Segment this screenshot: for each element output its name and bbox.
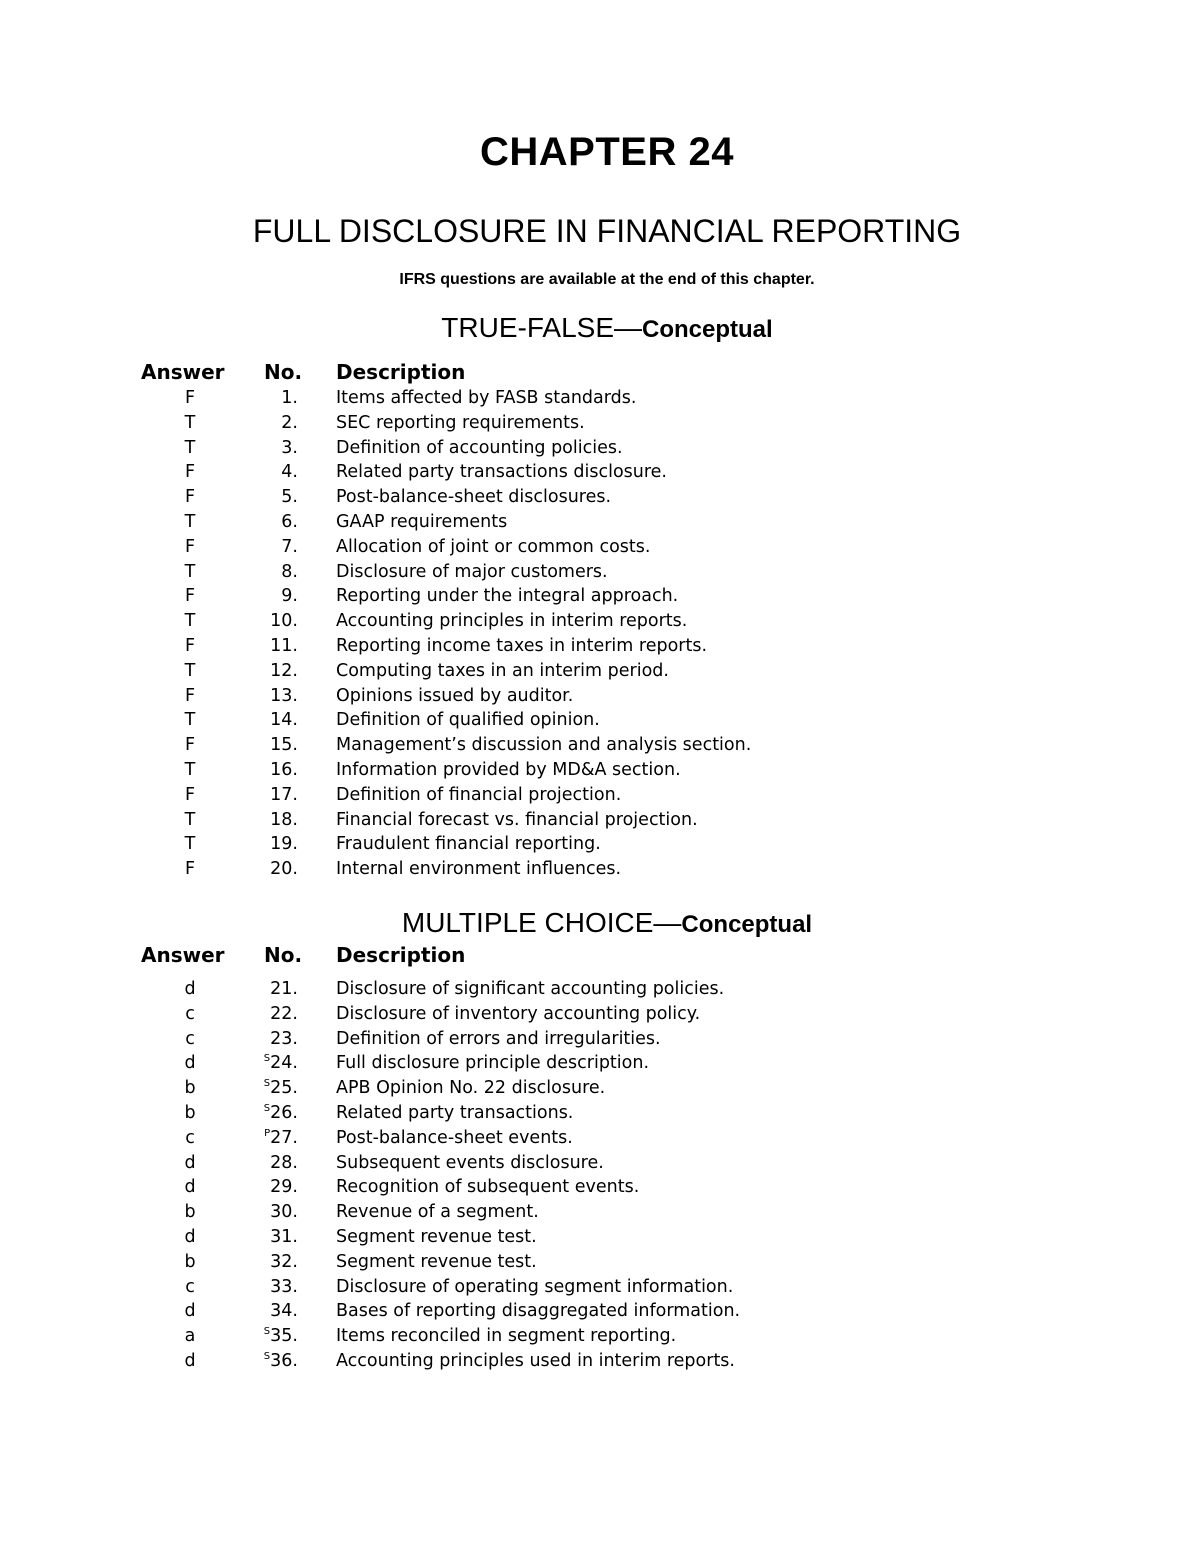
answer-cell: d [184,1350,196,1371]
description-cell: Related party transactions disclosure. [336,462,667,483]
question-number-cell [220,1299,298,1324]
description-cell: Disclosure of major customers. [336,561,608,582]
answer-cell: d [184,1226,196,1247]
description-cell: Post-balance-sheet events. [336,1127,573,1148]
question-number-cell [220,684,298,709]
description-cell: Definition of qualified opinion. [336,710,600,731]
question-number: 25. [270,1078,298,1099]
question-number: 36. [270,1350,298,1371]
answer-cell: d [184,979,196,999]
question-number: 28. [270,1152,298,1173]
question-number-cell [220,1101,298,1126]
answer-cell: T [184,437,196,458]
answer-cell: F [184,685,196,706]
multiple-choice-row [0,1076,1200,1101]
tf-description-header: Description [336,360,466,384]
mc-description-header: Description [336,943,466,967]
question-number: 17. [270,784,298,805]
question-number: 12. [270,660,298,681]
description-cell: Disclosure of operating segment information. [336,1276,734,1297]
multiple-choice-heading-sub: Conceptual [681,911,813,938]
answer-cell: c [185,1003,195,1024]
description-cell: Bases of reporting disaggregated information. [336,1301,741,1322]
question-number: 14. [270,710,298,731]
answer-cell: F [184,784,196,805]
answer-cell: d [184,1177,196,1198]
description-cell: Segment revenue test. [336,1251,537,1272]
true-false-list [0,386,1200,882]
description-cell: Definition of financial projection. [336,784,622,805]
multiple-choice-row [0,1151,1200,1176]
multiple-choice-row [0,1126,1200,1151]
description-cell: Definition of accounting policies. [336,437,623,458]
question-mark-superscript: S [263,1350,271,1362]
question-number: 34. [270,1301,298,1322]
true-false-heading-main: TRUE-FALSE— [441,312,642,343]
description-cell: Segment revenue test. [336,1226,537,1247]
multiple-choice-row [0,1027,1200,1052]
answer-cell: d [184,1152,196,1173]
multiple-choice-row [0,1349,1200,1374]
answer-cell: b [184,1202,196,1223]
question-number-cell [220,560,298,585]
question-number: 3. [281,437,298,458]
question-number-cell [220,1027,298,1052]
question-number: 32. [270,1251,298,1272]
question-number-cell [220,1200,298,1225]
true-false-row [0,411,1200,436]
true-false-row [0,460,1200,485]
question-number-cell [220,386,298,411]
true-false-row [0,758,1200,783]
answer-cell: T [184,561,196,582]
question-number-cell [220,1275,298,1300]
question-number-cell [220,857,298,882]
description-cell: APB Opinion No. 22 disclosure. [336,1078,606,1099]
description-cell: Management’s discussion and analysis section. [336,735,752,756]
description-cell: Recognition of subsequent events. [336,1177,640,1198]
question-number-cell [220,634,298,659]
question-number-cell [220,609,298,634]
question-number: 10. [270,611,298,632]
question-number: 2. [281,412,298,433]
answer-cell: T [184,412,196,433]
answer-cell: a [184,1326,196,1347]
question-mark-superscript: S [263,1078,271,1090]
description-cell: Information provided by MD&A section. [336,759,681,780]
question-number: 30. [270,1202,298,1223]
description-cell: Computing taxes in an interim period. [336,660,669,681]
true-false-row [0,386,1200,411]
question-number-cell [220,1002,298,1027]
question-number-cell [220,485,298,510]
multiple-choice-row [0,1299,1200,1324]
true-false-row [0,832,1200,857]
question-number: 22. [270,1003,298,1024]
description-cell: Opinions issued by auditor. [336,685,574,706]
question-number: 24. [270,1053,298,1074]
multiple-choice-row [0,1200,1200,1225]
answer-cell: b [184,1078,196,1099]
description-cell: SEC reporting requirements. [336,412,585,433]
question-number-cell [220,535,298,560]
question-number: 19. [270,834,298,855]
answer-cell: T [184,660,196,681]
description-cell: Full disclosure principle description. [336,1053,650,1074]
true-false-row [0,808,1200,833]
question-number: 26. [270,1102,298,1123]
true-false-row [0,684,1200,709]
multiple-choice-heading [0,907,1200,939]
question-number: 18. [270,809,298,830]
question-number: 33. [270,1276,298,1297]
answer-cell: T [184,809,196,830]
true-false-row [0,609,1200,634]
question-number: 5. [281,487,298,508]
multiple-choice-row [0,1225,1200,1250]
multiple-choice-row [0,1250,1200,1275]
answer-cell: F [184,462,196,483]
answer-cell: F [184,388,196,408]
description-cell: Items reconciled in segment reporting. [336,1326,677,1347]
description-cell: Definition of errors and irregularities. [336,1028,661,1049]
question-number-cell [220,808,298,833]
answer-cell: T [184,710,196,731]
answer-cell: F [184,635,196,656]
question-number-cell [220,1250,298,1275]
question-number: 31. [270,1226,298,1247]
question-number-cell [220,783,298,808]
true-false-heading [0,312,1200,344]
answer-cell: c [185,1127,195,1148]
answer-cell: T [184,611,196,632]
description-cell: Reporting income taxes in interim reports. [336,635,708,656]
description-cell: Reporting under the integral approach. [336,586,679,607]
question-number: 8. [281,561,298,582]
true-false-row [0,659,1200,684]
answer-cell: b [184,1251,196,1272]
answer-cell: F [184,487,196,508]
question-number-cell [220,1151,298,1176]
question-number: 27. [270,1127,298,1148]
question-number-cell [220,758,298,783]
description-cell: Accounting principles used in interim reports. [336,1350,735,1371]
question-number-cell [220,977,298,1002]
description-cell: Internal environment influences. [336,859,622,880]
question-number-cell [220,1076,298,1101]
answer-cell: F [184,586,196,607]
answer-cell: d [184,1053,196,1074]
question-number-cell [220,411,298,436]
question-number: 20. [270,859,298,880]
question-number-cell [220,1051,298,1076]
multiple-choice-row [0,977,1200,1002]
multiple-choice-row [0,1002,1200,1027]
description-cell: Related party transactions. [336,1102,574,1123]
description-cell: Fraudulent financial reporting. [336,834,601,855]
question-number-cell [220,708,298,733]
multiple-choice-row [0,1051,1200,1076]
chapter-title: CHAPTER 24 [480,130,734,174]
answer-cell: T [184,759,196,780]
answer-cell: c [185,1028,195,1049]
question-number-cell [220,1175,298,1200]
question-number-cell [220,1324,298,1349]
answer-cell: F [184,735,196,756]
true-false-row [0,485,1200,510]
description-cell: Allocation of joint or common costs. [336,536,651,557]
question-number-cell [220,1126,298,1151]
true-false-row [0,634,1200,659]
description-cell: Financial forecast vs. financial projection. [336,809,698,830]
question-number-cell [220,832,298,857]
true-false-heading-sub: Conceptual [642,316,773,343]
true-false-row [0,584,1200,609]
multiple-choice-row [0,1324,1200,1349]
true-false-row [0,535,1200,560]
question-number: 11. [270,635,298,656]
question-number: 9. [281,586,298,607]
question-mark-superscript: S [263,1326,271,1338]
question-mark-superscript: S [263,1102,271,1114]
question-number: 7. [281,536,298,557]
multiple-choice-heading-main: MULTIPLE CHOICE— [401,907,682,938]
question-number-cell [220,510,298,535]
description-cell: Subsequent events disclosure. [336,1152,604,1173]
answer-cell: F [184,536,196,557]
question-number-cell [220,460,298,485]
description-cell: Accounting principles in interim reports. [336,611,688,632]
mc-answer-header: Answer [141,943,225,967]
chapter-subtitle: FULL DISCLOSURE IN FINANCIAL REPORTING [252,213,962,249]
true-false-row [0,436,1200,461]
question-mark-superscript: S [263,1053,271,1065]
answer-cell: T [184,511,196,532]
answer-cell: d [184,1301,196,1322]
description-cell: GAAP requirements [336,511,508,532]
answer-cell: c [185,1276,195,1297]
tf-no-header: No. [264,360,303,384]
question-number-cell [220,1225,298,1250]
tf-answer-header: Answer [141,360,225,384]
multiple-choice-row [0,1175,1200,1200]
question-number: 6. [281,511,298,532]
question-number-cell [220,1349,298,1374]
true-false-row [0,560,1200,585]
question-number: 35. [270,1326,298,1347]
description-cell: Post-balance-sheet disclosures. [336,487,612,508]
answer-cell: T [184,834,196,855]
question-number-cell [220,733,298,758]
question-number-cell [220,659,298,684]
description-cell: Disclosure of significant accounting policies. [336,979,725,999]
multiple-choice-list [0,977,1200,1374]
description-cell: Items affected by FASB standards. [336,388,637,408]
question-number: 13. [270,685,298,706]
description-cell: Revenue of a segment. [336,1202,539,1223]
description-cell: Disclosure of inventory accounting policy. [336,1003,701,1024]
ifrs-note: IFRS questions are available at the end of this chapter. [399,271,815,288]
multiple-choice-row [0,1275,1200,1300]
true-false-row [0,510,1200,535]
question-number: 4. [281,462,298,483]
multiple-choice-row [0,1101,1200,1126]
question-number-cell [220,584,298,609]
question-number: 15. [270,735,298,756]
true-false-row [0,783,1200,808]
question-number: 23. [270,1028,298,1049]
question-number: 1. [281,388,298,408]
true-false-row [0,708,1200,733]
mc-no-header: No. [264,943,303,967]
question-number: 29. [270,1177,298,1198]
true-false-row [0,733,1200,758]
question-number: 21. [270,979,298,999]
true-false-row [0,857,1200,882]
question-number-cell [220,436,298,461]
answer-cell: b [184,1102,196,1123]
question-number: 16. [270,759,298,780]
question-mark-superscript: P [264,1127,271,1139]
answer-cell: F [184,859,196,880]
